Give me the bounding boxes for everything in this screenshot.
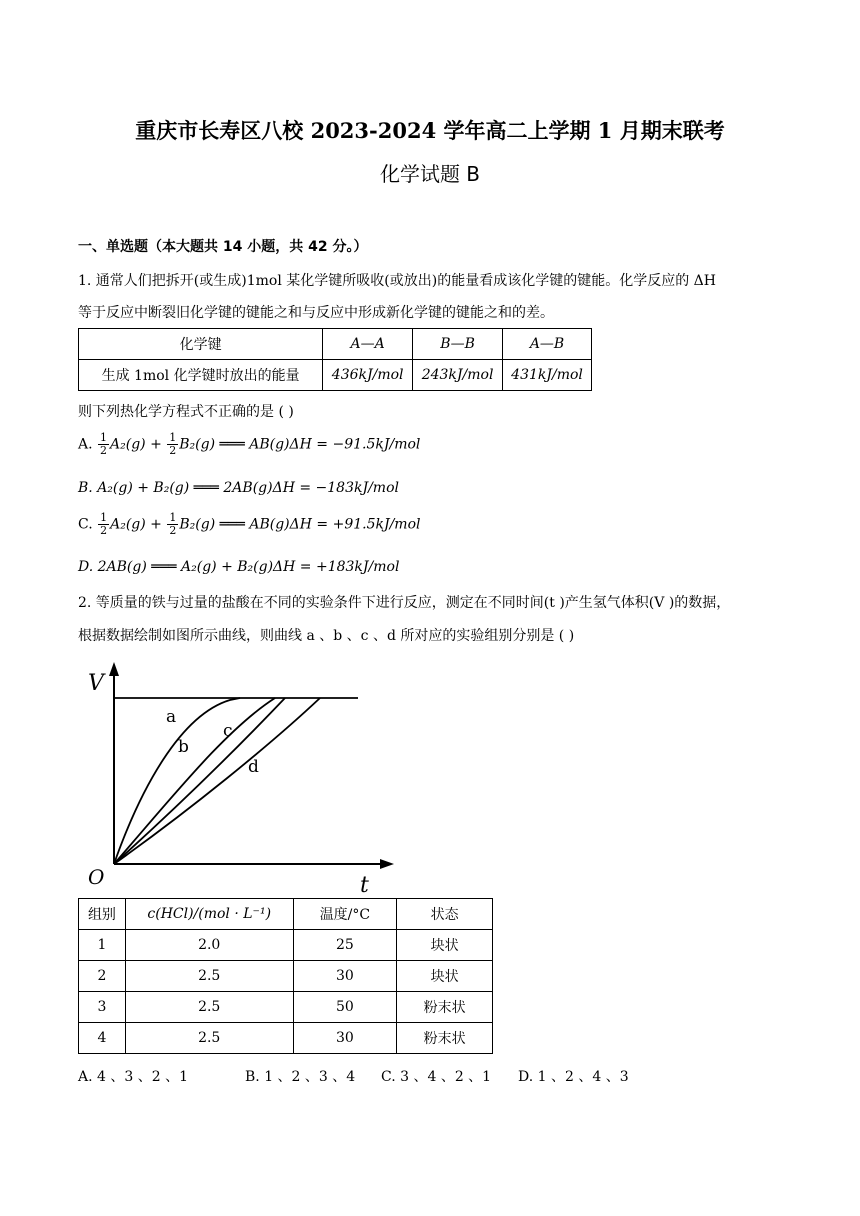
q1-question: 则下列热化学方程式不正确的是 ( ) [78, 404, 294, 420]
table-cell: 3 [79, 992, 126, 1023]
table-cell: 块状 [397, 930, 493, 961]
option-text: B₂(g) ═══ AB(g)ΔH = +91.5kJ/mol [179, 516, 421, 533]
table-cell: 生成 1mol 化学键时放出的能量 [79, 360, 323, 391]
fraction: $\frac{1}{2}$ [100, 511, 108, 537]
curve-a [114, 698, 240, 864]
page-subtitle: 化学试题 B [379, 162, 481, 186]
fraction: $\frac{1}{2}$ [100, 431, 108, 457]
curve-label-a: a [166, 707, 177, 727]
fraction: $\frac{1}{2}$ [169, 431, 177, 457]
q2-stem-line2: 根据数据绘制如图所示曲线，则曲线 a 、b 、c 、d 所对应的实验组别分别是 ( ) [78, 628, 575, 644]
table-cell: 2 [79, 961, 126, 992]
option-letter: C. [78, 516, 93, 533]
option-text: B₂(g) ═══ AB(g)ΔH = −91.5kJ/mol [179, 436, 421, 453]
table-cell: 粉末状 [397, 1023, 493, 1054]
table-header-cell: A—B [503, 329, 592, 360]
table-cell: 30 [293, 1023, 397, 1054]
table-cell: 4 [79, 1023, 126, 1054]
curve-label-c: c [223, 721, 233, 741]
x-axis-label: t [360, 873, 369, 895]
table-cell: 粉末状 [397, 992, 493, 1023]
q1-option-d[interactable]: D. 2AB(g) ═══ A₂(g) + B₂(g)ΔH = +183kJ/mol [78, 559, 400, 575]
table-header-cell: c(HCl)/(mol · L⁻¹) [125, 899, 293, 930]
table-cell: 1 [79, 930, 126, 961]
q1-option-b[interactable]: B. A₂(g) + B₂(g) ═══ 2AB(g)ΔH = −183kJ/mol [78, 480, 399, 496]
bond-energy-table [78, 328, 592, 391]
table-row [79, 1023, 493, 1054]
page-title: 重庆市长寿区八校 2023-2024 学年高二上学期 1 月期末联考 [135, 118, 725, 143]
experiment-table [78, 898, 493, 1054]
q2-option-d[interactable]: D. 1 、2 、4 、3 [518, 1069, 629, 1085]
x-axis-arrow-icon [380, 859, 394, 869]
table-cell: 25 [293, 930, 397, 961]
table-row [79, 930, 493, 961]
table-header-cell: B—B [413, 329, 503, 360]
section-heading: 一、单选题（本大题共 14 小题，共 42 分。） [78, 239, 368, 255]
option-text: A₂(g) + [110, 516, 162, 533]
fraction: $\frac{1}{2}$ [169, 511, 177, 537]
q2-option-c[interactable]: C. 3 、4 、2 、1 [381, 1069, 492, 1085]
q2-option-a[interactable]: A. 4 、3 、2 、1 [78, 1069, 188, 1085]
q1-stem-line1: 1. 通常人们把拆开(或生成)1mol 某化学键所吸收(或放出)的能量看成该化学键的键能。化学反应的 ΔH [78, 273, 716, 289]
table-cell: 30 [293, 961, 397, 992]
table-row [79, 992, 493, 1023]
table-header-cell: 组别 [79, 899, 126, 930]
q1-stem-line2: 等于反应中断裂旧化学键的键能之和与反应中形成新化学键的键能之和的差。 [78, 305, 554, 321]
volume-time-graph [80, 660, 400, 895]
table-cell: 2.5 [125, 1023, 293, 1054]
option-text: A₂(g) + [110, 436, 162, 453]
table-header-cell: 化学键 [79, 329, 323, 360]
table-cell: 2.0 [125, 930, 293, 961]
curve-b [114, 698, 275, 864]
q2-option-b[interactable]: B. 1 、2 、3 、4 [245, 1069, 356, 1085]
q1-option-a[interactable] [78, 432, 420, 457]
origin-label: O [88, 865, 105, 889]
table-cell: 50 [293, 992, 397, 1023]
table-cell: 2.5 [125, 961, 293, 992]
table-cell: 436kJ/mol [323, 360, 413, 391]
y-axis-arrow-icon [109, 662, 119, 676]
table-cell: 2.5 [125, 992, 293, 1023]
curve-d [114, 698, 320, 864]
curve-c [114, 698, 285, 864]
y-axis-label: V [88, 671, 104, 696]
table-cell: 431kJ/mol [503, 360, 592, 391]
table-header-cell: 状态 [397, 899, 493, 930]
table-row [79, 329, 592, 360]
option-letter: A. [78, 436, 93, 453]
table-header-cell: 温度/°C [293, 899, 397, 930]
q2-stem-line1: 2. 等质量的铁与过量的盐酸在不同的实验条件下进行反应，测定在不同时间(t )产生氢气体积(V )的数据， [78, 595, 731, 611]
table-cell: 块状 [397, 961, 493, 992]
table-row [79, 899, 493, 930]
curve-label-b: b [178, 737, 189, 757]
table-cell: 243kJ/mol [413, 360, 503, 391]
q1-option-c[interactable] [78, 512, 420, 537]
table-row [79, 360, 592, 391]
curve-label-d: d [248, 757, 259, 777]
table-row [79, 961, 493, 992]
table-header-cell: A—A [323, 329, 413, 360]
